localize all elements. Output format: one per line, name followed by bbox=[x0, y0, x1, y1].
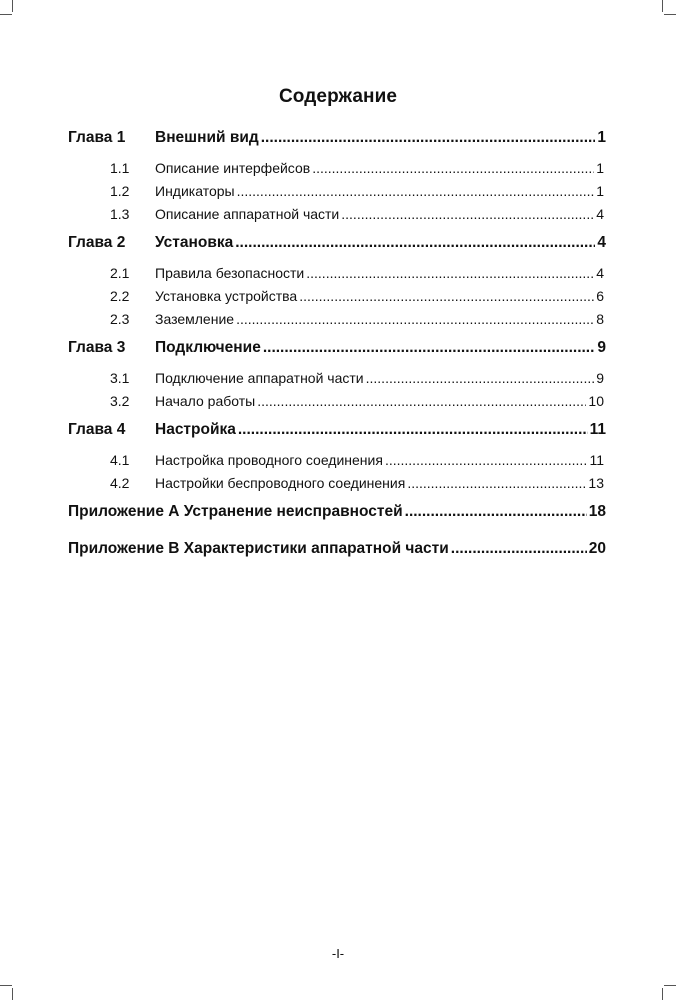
page-number: 11 bbox=[589, 452, 604, 468]
page-number: 11 bbox=[589, 421, 606, 438]
toc-chapter-3[interactable] bbox=[0, 339, 676, 361]
page-number: 8 bbox=[596, 311, 604, 327]
page-number: 1 bbox=[596, 183, 604, 199]
page-number: 4 bbox=[597, 234, 606, 251]
toc-section-1-3[interactable] bbox=[0, 206, 676, 228]
toc-section-3-2[interactable] bbox=[0, 393, 676, 415]
dot-leader bbox=[237, 183, 595, 199]
toc-appendix-b[interactable] bbox=[0, 540, 676, 562]
crop-mark-left-bottom bbox=[0, 985, 12, 986]
appendix-title: Приложение А Устранение неисправностей bbox=[68, 503, 403, 520]
section-title: Правила безопасности bbox=[155, 265, 305, 281]
crop-mark-bottom-right bbox=[662, 988, 663, 1000]
chapter-title: Подключение bbox=[155, 339, 261, 356]
chapter-title: Внешний вид bbox=[155, 129, 259, 146]
toc-section-2-3[interactable] bbox=[0, 311, 676, 333]
page-number: 10 bbox=[588, 393, 604, 409]
toc-section-3-1[interactable] bbox=[0, 370, 676, 392]
section-title: Заземление bbox=[155, 311, 235, 327]
toc-section-2-2[interactable] bbox=[0, 288, 676, 310]
dot-leader bbox=[306, 265, 594, 281]
chapter-title: Настройка bbox=[155, 421, 236, 438]
section-title: Подключение аппаратной части bbox=[155, 370, 364, 386]
toc-section-4-2[interactable] bbox=[0, 475, 676, 497]
section-title: Индикаторы bbox=[155, 183, 235, 199]
dot-leader bbox=[235, 234, 595, 252]
toc-section-2-1[interactable] bbox=[0, 265, 676, 287]
toc-appendix-a[interactable] bbox=[0, 503, 676, 525]
section-number: 2.2 bbox=[110, 288, 130, 304]
section-title: Установка устройства bbox=[155, 288, 298, 304]
chapter-number: Глава 3 bbox=[68, 339, 126, 356]
page-number: 9 bbox=[596, 370, 604, 386]
section-number: 1.1 bbox=[110, 160, 130, 176]
chapter-number: Глава 4 bbox=[68, 421, 126, 438]
toc-section-1-1[interactable] bbox=[0, 160, 676, 182]
dot-leader bbox=[263, 339, 596, 357]
dot-leader bbox=[312, 160, 594, 176]
section-number: 4.1 bbox=[110, 452, 130, 468]
page-number: 6 bbox=[596, 288, 604, 304]
page-number: 13 bbox=[588, 475, 604, 491]
page-number: 18 bbox=[588, 503, 606, 520]
toc-chapter-1[interactable] bbox=[0, 129, 676, 151]
page-number: 4 bbox=[596, 206, 604, 222]
section-number: 2.1 bbox=[110, 265, 130, 281]
crop-mark-top-right bbox=[662, 0, 663, 12]
section-number: 1.3 bbox=[110, 206, 130, 222]
dot-leader bbox=[261, 129, 596, 147]
toc-chapter-4[interactable] bbox=[0, 421, 676, 443]
section-number: 4.2 bbox=[110, 475, 130, 491]
page-number: 1 bbox=[597, 129, 606, 146]
dot-leader bbox=[385, 452, 588, 468]
page-number: 20 bbox=[588, 540, 606, 557]
section-number: 1.2 bbox=[110, 183, 130, 199]
dot-leader bbox=[236, 311, 594, 327]
section-title: Начало работы bbox=[155, 393, 256, 409]
section-title: Описание интерфейсов bbox=[155, 160, 311, 176]
appendix-title: Приложение В Характеристики аппаратной части bbox=[68, 540, 449, 557]
section-number: 2.3 bbox=[110, 311, 130, 327]
toc-section-4-1[interactable] bbox=[0, 452, 676, 474]
dot-leader bbox=[341, 206, 594, 222]
section-title: Настройки беспроводного соединения bbox=[155, 475, 406, 491]
section-title: Настройка проводного соединения bbox=[155, 452, 383, 468]
crop-mark-right-bottom bbox=[664, 985, 676, 986]
footer-page-number: -I- bbox=[331, 946, 345, 961]
dot-leader bbox=[407, 475, 586, 491]
dot-leader bbox=[405, 503, 587, 521]
page-number: 1 bbox=[596, 160, 604, 176]
crop-mark-right-top bbox=[664, 14, 676, 15]
page-number: 4 bbox=[596, 265, 604, 281]
chapter-number: Глава 2 bbox=[68, 234, 126, 251]
section-number: 3.2 bbox=[110, 393, 130, 409]
dot-leader bbox=[299, 288, 594, 304]
toc-section-1-2[interactable] bbox=[0, 183, 676, 205]
crop-mark-left-top bbox=[0, 14, 12, 15]
dot-leader bbox=[238, 421, 588, 439]
crop-mark-bottom-left bbox=[12, 988, 13, 1000]
chapter-title: Установка bbox=[155, 234, 234, 251]
toc-chapter-2[interactable] bbox=[0, 234, 676, 256]
chapter-number: Глава 1 bbox=[68, 129, 126, 146]
page-number: 9 bbox=[597, 339, 606, 356]
toc-title: Содержание bbox=[278, 86, 398, 107]
dot-leader bbox=[366, 370, 595, 386]
dot-leader bbox=[257, 393, 586, 409]
section-title: Описание аппаратной части bbox=[155, 206, 340, 222]
section-number: 3.1 bbox=[110, 370, 130, 386]
dot-leader bbox=[451, 540, 587, 558]
crop-mark-top-left bbox=[12, 0, 13, 12]
